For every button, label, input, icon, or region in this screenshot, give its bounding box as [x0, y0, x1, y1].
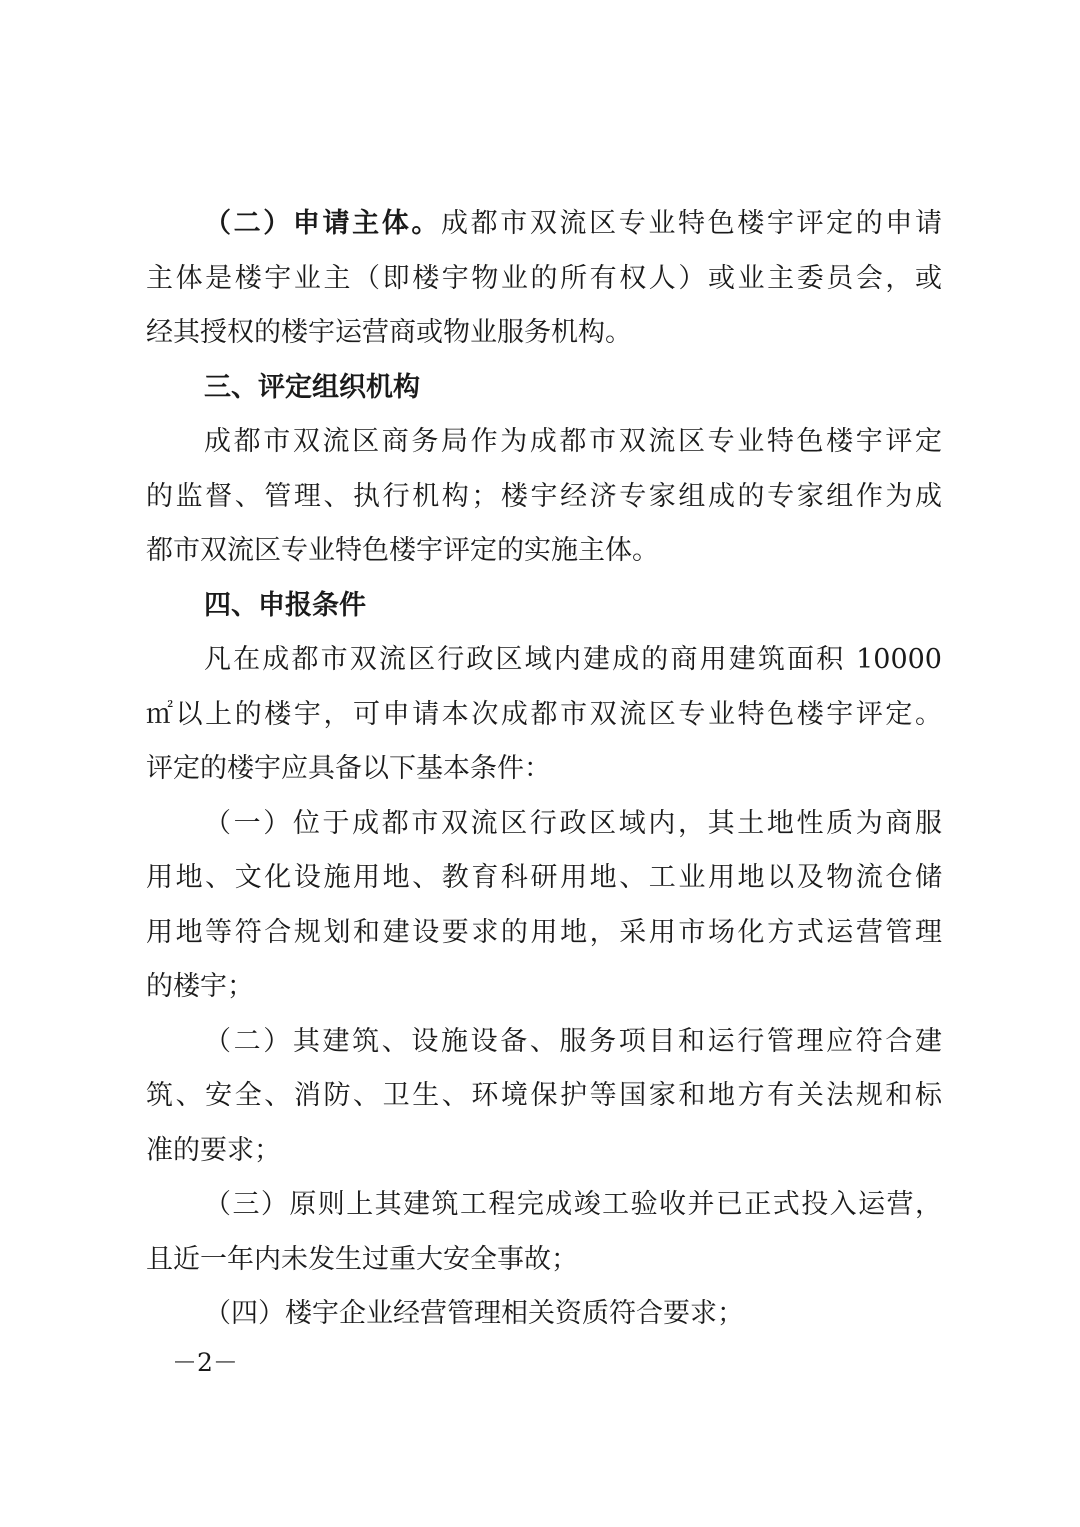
item-2-line-3: 准的要求；	[146, 1134, 281, 1166]
paragraph-conditions-line-1: 凡在成都市双流区行政区域内建成的商用建筑面积 10000	[204, 644, 942, 675]
paragraph-org-line-3: 都市双流区专业特色楼宇评定的实施主体。	[146, 535, 659, 566]
page-number: －2－	[172, 1348, 238, 1377]
item-2-line-1: （二）其建筑、设施设备、服务项目和运行管理应符合建	[204, 1025, 942, 1057]
paragraph-org-line-1: 成都市双流区商务局作为成都市双流区专业特色楼宇评定	[204, 426, 942, 457]
paragraph-applicant-line-3: 经其授权的楼宇运营商或物业服务机构。	[146, 317, 632, 348]
applicant-text: 成都市双流区专业特色楼宇评定的申请	[441, 208, 942, 239]
applicant-heading: （二）申请主体。	[204, 208, 441, 239]
item-1-line-1: （一）位于成都市双流区行政区域内，其土地性质为商服	[204, 807, 942, 839]
section-heading-3: 三、评定组织机构	[204, 371, 420, 403]
item-3-line-2: 且近一年内未发生过重大安全事故；	[146, 1243, 578, 1275]
item-3-line-1: （三）原则上其建筑工程完成竣工验收并已正式投入运营，	[204, 1189, 942, 1220]
item-2-line-2: 筑、安全、消防、卫生、环境保护等国家和地方有关法规和标	[146, 1080, 942, 1111]
paragraph-conditions-line-3: 评定的楼宇应具备以下基本条件：	[146, 753, 551, 784]
paragraph-applicant-line-2: 主体是楼宇业主（即楼宇物业的所有权人）或业主委员会，或	[146, 262, 942, 294]
section-heading-4: 四、申报条件	[204, 589, 366, 621]
item-1-line-3: 用地等符合规划和建设要求的用地，采用市场化方式运营管理	[146, 916, 942, 948]
item-1-line-4: 的楼宇；	[146, 971, 254, 1002]
item-1-line-2: 用地、文化设施用地、教育科研用地、工业用地以及物流仓储	[146, 862, 942, 893]
document-body	[146, 197, 942, 1342]
paragraph-conditions-line-2: ㎡以上的楼宇，可申请本次成都市双流区专业特色楼宇评定。	[146, 698, 942, 730]
paragraph-applicant-line-1	[146, 197, 942, 252]
paragraph-org-line-2: 的监督、管理、执行机构；楼宇经济专家组成的专家组作为成	[146, 480, 942, 512]
item-4-line-1: （四）楼宇企业经营管理相关资质符合要求；	[204, 1298, 744, 1329]
